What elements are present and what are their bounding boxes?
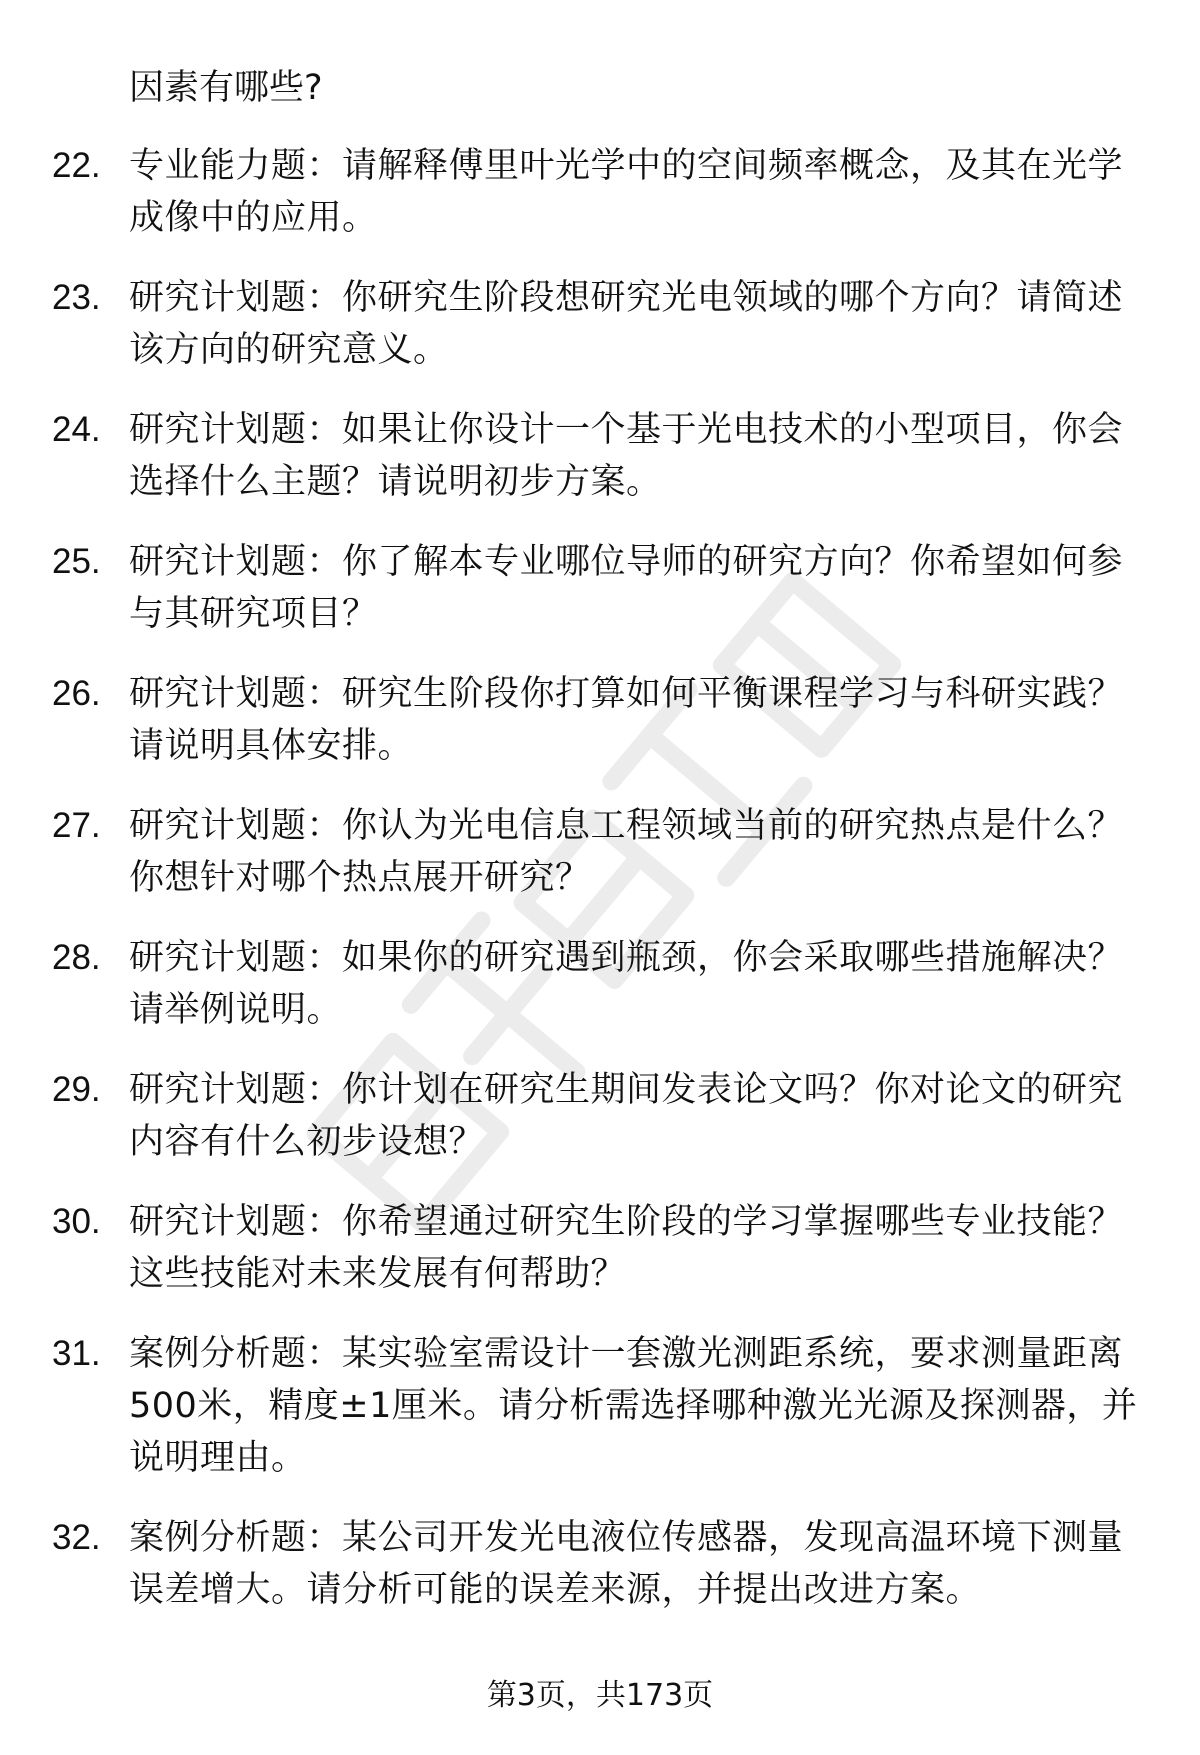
question-item-30 xyxy=(0,1196,1200,1300)
question-text: 研究计划题：研究生阶段你打算如何平衡课程学习与科研实践？请说明具体安排。 xyxy=(129,674,1124,766)
question-item-25 xyxy=(0,536,1200,640)
lead-text: 因素有哪些? xyxy=(129,68,323,108)
question-item-32 xyxy=(0,1512,1200,1616)
question-number: 25. xyxy=(52,542,101,581)
question-number: 27. xyxy=(52,806,101,845)
question-number: 32. xyxy=(52,1518,101,1557)
question-text: 案例分析题：某实验室需设计一套激光测距系统，要求测量距离500米，精度±1厘米。请分析需选择哪种激光光源及探测器，并说明理由。 xyxy=(129,1334,1138,1478)
question-list xyxy=(0,140,1200,1644)
question-text: 研究计划题：如果让你设计一个基于光电技术的小型项目，你会选择什么主题？请说明初步方案。 xyxy=(129,410,1124,502)
question-item-28 xyxy=(0,932,1200,1036)
question-text: 研究计划题：你了解本专业哪位导师的研究方向？你希望如何参与其研究项目？ xyxy=(129,542,1124,634)
question-text: 专业能力题：请解释傅里叶光学中的空间频率概念，及其在光学成像中的应用。 xyxy=(129,146,1124,238)
question-text: 研究计划题：你希望通过研究生阶段的学习掌握哪些专业技能？这些技能对未来发展有何帮助？ xyxy=(129,1202,1124,1294)
question-item-23 xyxy=(0,272,1200,376)
question-number: 28. xyxy=(52,938,101,977)
question-number: 29. xyxy=(52,1070,101,1109)
question-text: 研究计划题：你研究生阶段想研究光电领域的哪个方向？请简述该方向的研究意义。 xyxy=(129,278,1124,370)
question-item-27 xyxy=(0,800,1200,904)
question-item-26 xyxy=(0,668,1200,772)
question-item-22 xyxy=(0,140,1200,244)
question-number: 22. xyxy=(52,146,101,185)
page-footer: 第3页，共173页 xyxy=(486,1678,714,1713)
question-item-29 xyxy=(0,1064,1200,1168)
question-text: 研究计划题：你计划在研究生期间发表论文吗？你对论文的研究内容有什么初步设想？ xyxy=(129,1070,1124,1162)
question-number: 26. xyxy=(52,674,101,713)
question-number: 31. xyxy=(52,1334,101,1373)
question-number: 30. xyxy=(52,1202,101,1241)
question-text: 案例分析题：某公司开发光电液位传感器，发现高温环境下测量误差增大。请分析可能的误差来源，并提出改进方案。 xyxy=(129,1518,1124,1610)
question-item-31 xyxy=(0,1328,1200,1484)
question-text: 研究计划题：如果你的研究遇到瓶颈，你会采取哪些措施解决？请举例说明。 xyxy=(129,938,1124,1030)
question-number: 24. xyxy=(52,410,101,449)
question-text: 研究计划题：你认为光电信息工程领域当前的研究热点是什么？你想针对哪个热点展开研究？ xyxy=(129,806,1124,898)
question-item-24 xyxy=(0,404,1200,508)
question-number: 23. xyxy=(52,278,101,317)
